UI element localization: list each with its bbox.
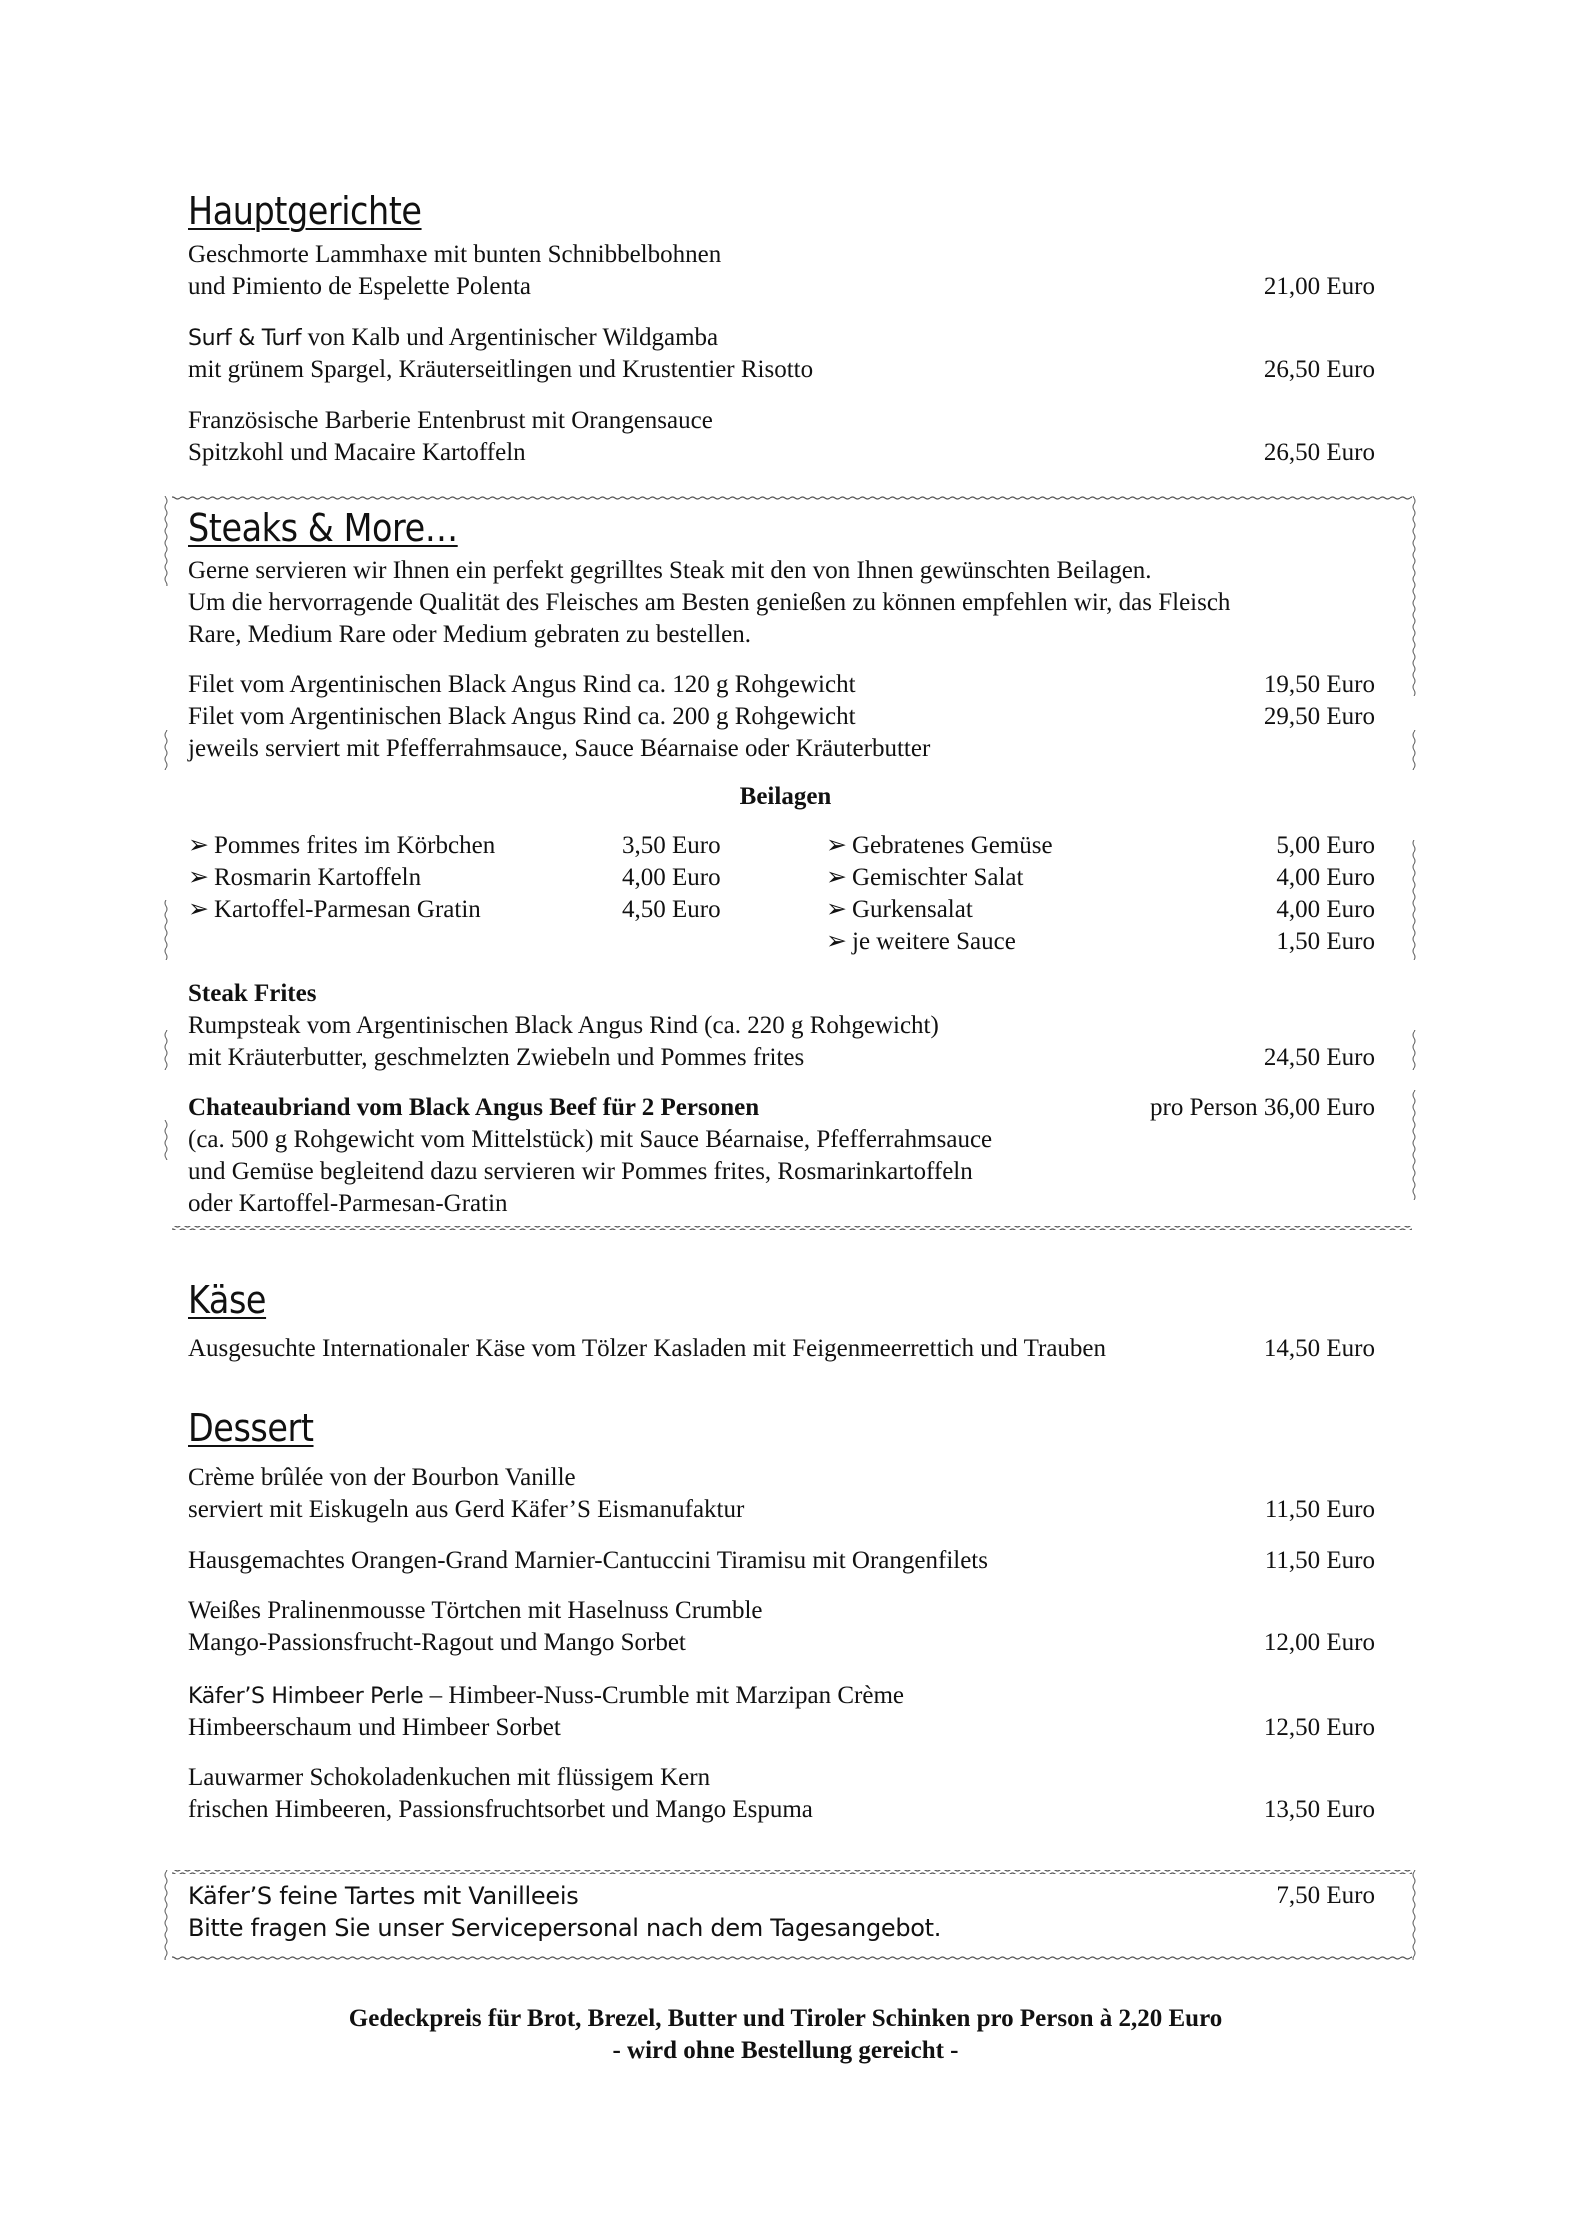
kaese-text: Ausgesuchte Internationaler Käse vom Tölzer Kasladen mit Feigenmeerrettich und Trauben [188, 1335, 1107, 1362]
steak-frites-title: Steak Frites [188, 980, 317, 1007]
arrow-bullet-icon: ➢ [826, 864, 847, 891]
arrow-bullet-icon: ➢ [188, 832, 209, 859]
dessert-pralinenmousse-line2: Mango-Passionsfrucht-Ragout und Mango Sorbet [188, 1629, 686, 1656]
filet-120-text: Filet vom Argentinischen Black Angus Rind ca. 120 g Rohgewicht [188, 671, 856, 698]
dessert-himbeer-perle-line1 [188, 1680, 904, 1713]
filet-sauce-note: jeweils serviert mit Pfefferrahmsauce, Sauce Béarnaise oder Kräuterbutter [188, 735, 931, 762]
beilage-name: Gurkensalat [852, 896, 973, 923]
arrow-bullet-icon: ➢ [188, 864, 209, 891]
kaese-price: 14,50 Euro [1263, 1335, 1375, 1362]
dish-entenbrust-line1: Französische Barberie Entenbrust mit Orangensauce [188, 407, 713, 434]
dish-surf-turf-line2: mit grünem Spargel, Kräuterseitlingen und Krustentier Risotto [188, 356, 814, 383]
beilage-price: 5,00 Euro [1276, 832, 1375, 859]
filet-120-price: 19,50 Euro [1263, 671, 1375, 698]
dish-lammhaxe-line2: und Pimiento de Espelette Polenta [188, 273, 531, 300]
steak-frites-line1: Rumpsteak vom Argentinischen Black Angus Rind (ca. 220 g Rohgewicht) [188, 1012, 939, 1039]
section-heading-steaks: Steaks & More… [188, 506, 458, 550]
chateaubriand-line1: (ca. 500 g Rohgewicht vom Mittelstück) mit Sauce Béarnaise, Pfefferrahmsauce [188, 1126, 993, 1153]
arrow-bullet-icon: ➢ [826, 928, 847, 955]
chateaubriand-price: pro Person 36,00 Euro [1150, 1094, 1375, 1121]
tartes-price: 7,50 Euro [1276, 1882, 1375, 1909]
dish-surf-turf-line1-rest: von Kalb und Argentinischer Wildgamba [301, 324, 719, 351]
arrow-bullet-icon: ➢ [826, 896, 847, 923]
filet-200-text: Filet vom Argentinischen Black Angus Rind ca. 200 g Rohgewicht [188, 703, 856, 730]
dish-lammhaxe-price: 21,00 Euro [1263, 273, 1375, 300]
beilage-price: 3,50 Euro [622, 832, 721, 859]
dessert-himbeer-perle-line2: Himbeerschaum und Himbeer Sorbet [188, 1714, 561, 1741]
tartes-line2: Bitte fragen Sie unser Servicepersonal nach dem Tagesangebot. [188, 1914, 942, 1942]
footer-cover-charge: Gedeckpreis für Brot, Brezel, Butter und Tiroler Schinken pro Person à 2,20 Euro [348, 2005, 1223, 2032]
beilage-name: Rosmarin Kartoffeln [214, 864, 422, 891]
chateaubriand-line2: und Gemüse begleitend dazu servieren wir Pommes frites, Rosmarinkartoffeln [188, 1158, 973, 1185]
beilage-name: Kartoffel-Parmesan Gratin [214, 896, 481, 923]
beilage-left-item [188, 894, 481, 926]
dish-entenbrust-line2: Spitzkohl und Macaire Kartoffeln [188, 439, 526, 466]
dish-surf-turf-price: 26,50 Euro [1263, 356, 1375, 383]
section-heading-hauptgerichte: Hauptgerichte [188, 189, 422, 233]
chateaubriand-title: Chateaubriand vom Black Angus Beef für 2 Personen [188, 1094, 760, 1121]
beilage-right-item [826, 894, 973, 926]
beilage-right-item [826, 830, 1053, 862]
beilagen-title: Beilagen [739, 783, 832, 810]
dessert-himbeer-perle-script-title: Käfer’S Himbeer Perle [188, 1684, 424, 1709]
dessert-himbeer-perle-line1-rest: – Himbeer-Nuss-Crumble mit Marzipan Crème [423, 1682, 905, 1709]
beilage-name: Pommes frites im Körbchen [214, 832, 496, 859]
dessert-schokoladenkuchen-line2: frischen Himbeeren, Passionsfruchtsorbet und Mango Espuma [188, 1796, 813, 1823]
beilage-left-item [188, 862, 421, 894]
beilage-price: 4,00 Euro [1276, 864, 1375, 891]
beilage-name: Gebratenes Gemüse [852, 832, 1053, 859]
section-heading-kaese: Käse [188, 1278, 267, 1322]
dessert-creme-brulee-line1: Crème brûlée von der Bourbon Vanille [188, 1464, 576, 1491]
beilage-right-item [826, 926, 1016, 958]
dessert-schokoladenkuchen-line1: Lauwarmer Schokoladenkuchen mit flüssigem Kern [188, 1764, 711, 1791]
dessert-creme-brulee-line2: serviert mit Eiskugeln aus Gerd Käfer’S Eismanufaktur [188, 1496, 745, 1523]
steaks-intro-line2: Um die hervorragende Qualität des Fleisches am Besten genießen zu können empfehlen wir, das Fleisch [188, 589, 1231, 616]
tartes-line1: Käfer’S feine Tartes mit Vanilleeis [188, 1882, 579, 1910]
arrow-bullet-icon: ➢ [188, 896, 209, 923]
beilage-price: 4,00 Euro [1276, 896, 1375, 923]
filet-200-price: 29,50 Euro [1263, 703, 1375, 730]
dish-surf-turf-line1 [188, 322, 718, 355]
dish-entenbrust-price: 26,50 Euro [1263, 439, 1375, 466]
dessert-creme-brulee-price: 11,50 Euro [1264, 1496, 1375, 1523]
dessert-pralinenmousse-price: 12,00 Euro [1263, 1629, 1375, 1656]
dessert-schokoladenkuchen-price: 13,50 Euro [1263, 1796, 1375, 1823]
dessert-pralinenmousse-line1: Weißes Pralinenmousse Törtchen mit Haselnuss Crumble [188, 1597, 763, 1624]
steaks-intro-line3: Rare, Medium Rare oder Medium gebraten zu bestellen. [188, 621, 752, 648]
beilage-price: 4,00 Euro [622, 864, 721, 891]
dessert-himbeer-perle-price: 12,50 Euro [1263, 1714, 1375, 1741]
steak-frites-price: 24,50 Euro [1263, 1044, 1375, 1071]
arrow-bullet-icon: ➢ [826, 832, 847, 859]
beilage-price: 1,50 Euro [1276, 928, 1375, 955]
beilage-name: Gemischter Salat [852, 864, 1024, 891]
steak-frites-line2: mit Kräuterbutter, geschmelzten Zwiebeln und Pommes frites [188, 1044, 805, 1071]
beilage-name: je weitere Sauce [852, 928, 1016, 955]
section-heading-dessert: Dessert [188, 1406, 314, 1450]
beilage-right-item [826, 862, 1023, 894]
dish-lammhaxe-line1: Geschmorte Lammhaxe mit bunten Schnibbelbohnen [188, 241, 722, 268]
chateaubriand-line3: oder Kartoffel-Parmesan-Gratin [188, 1190, 508, 1217]
beilage-price: 4,50 Euro [622, 896, 721, 923]
beilage-left-item [188, 830, 495, 862]
dessert-tiramisu-line1: Hausgemachtes Orangen-Grand Marnier-Cantuccini Tiramisu mit Orangenfilets [188, 1547, 988, 1574]
steaks-intro-line1: Gerne servieren wir Ihnen ein perfekt gegrilltes Steak mit den von Ihnen gewünschten Beilagen. [188, 557, 1152, 584]
dish-surf-turf-script-title: Surf & Turf [188, 326, 302, 351]
footer-note: - wird ohne Bestellung gereicht - [612, 2037, 959, 2064]
dessert-tiramisu-price: 11,50 Euro [1264, 1547, 1375, 1574]
